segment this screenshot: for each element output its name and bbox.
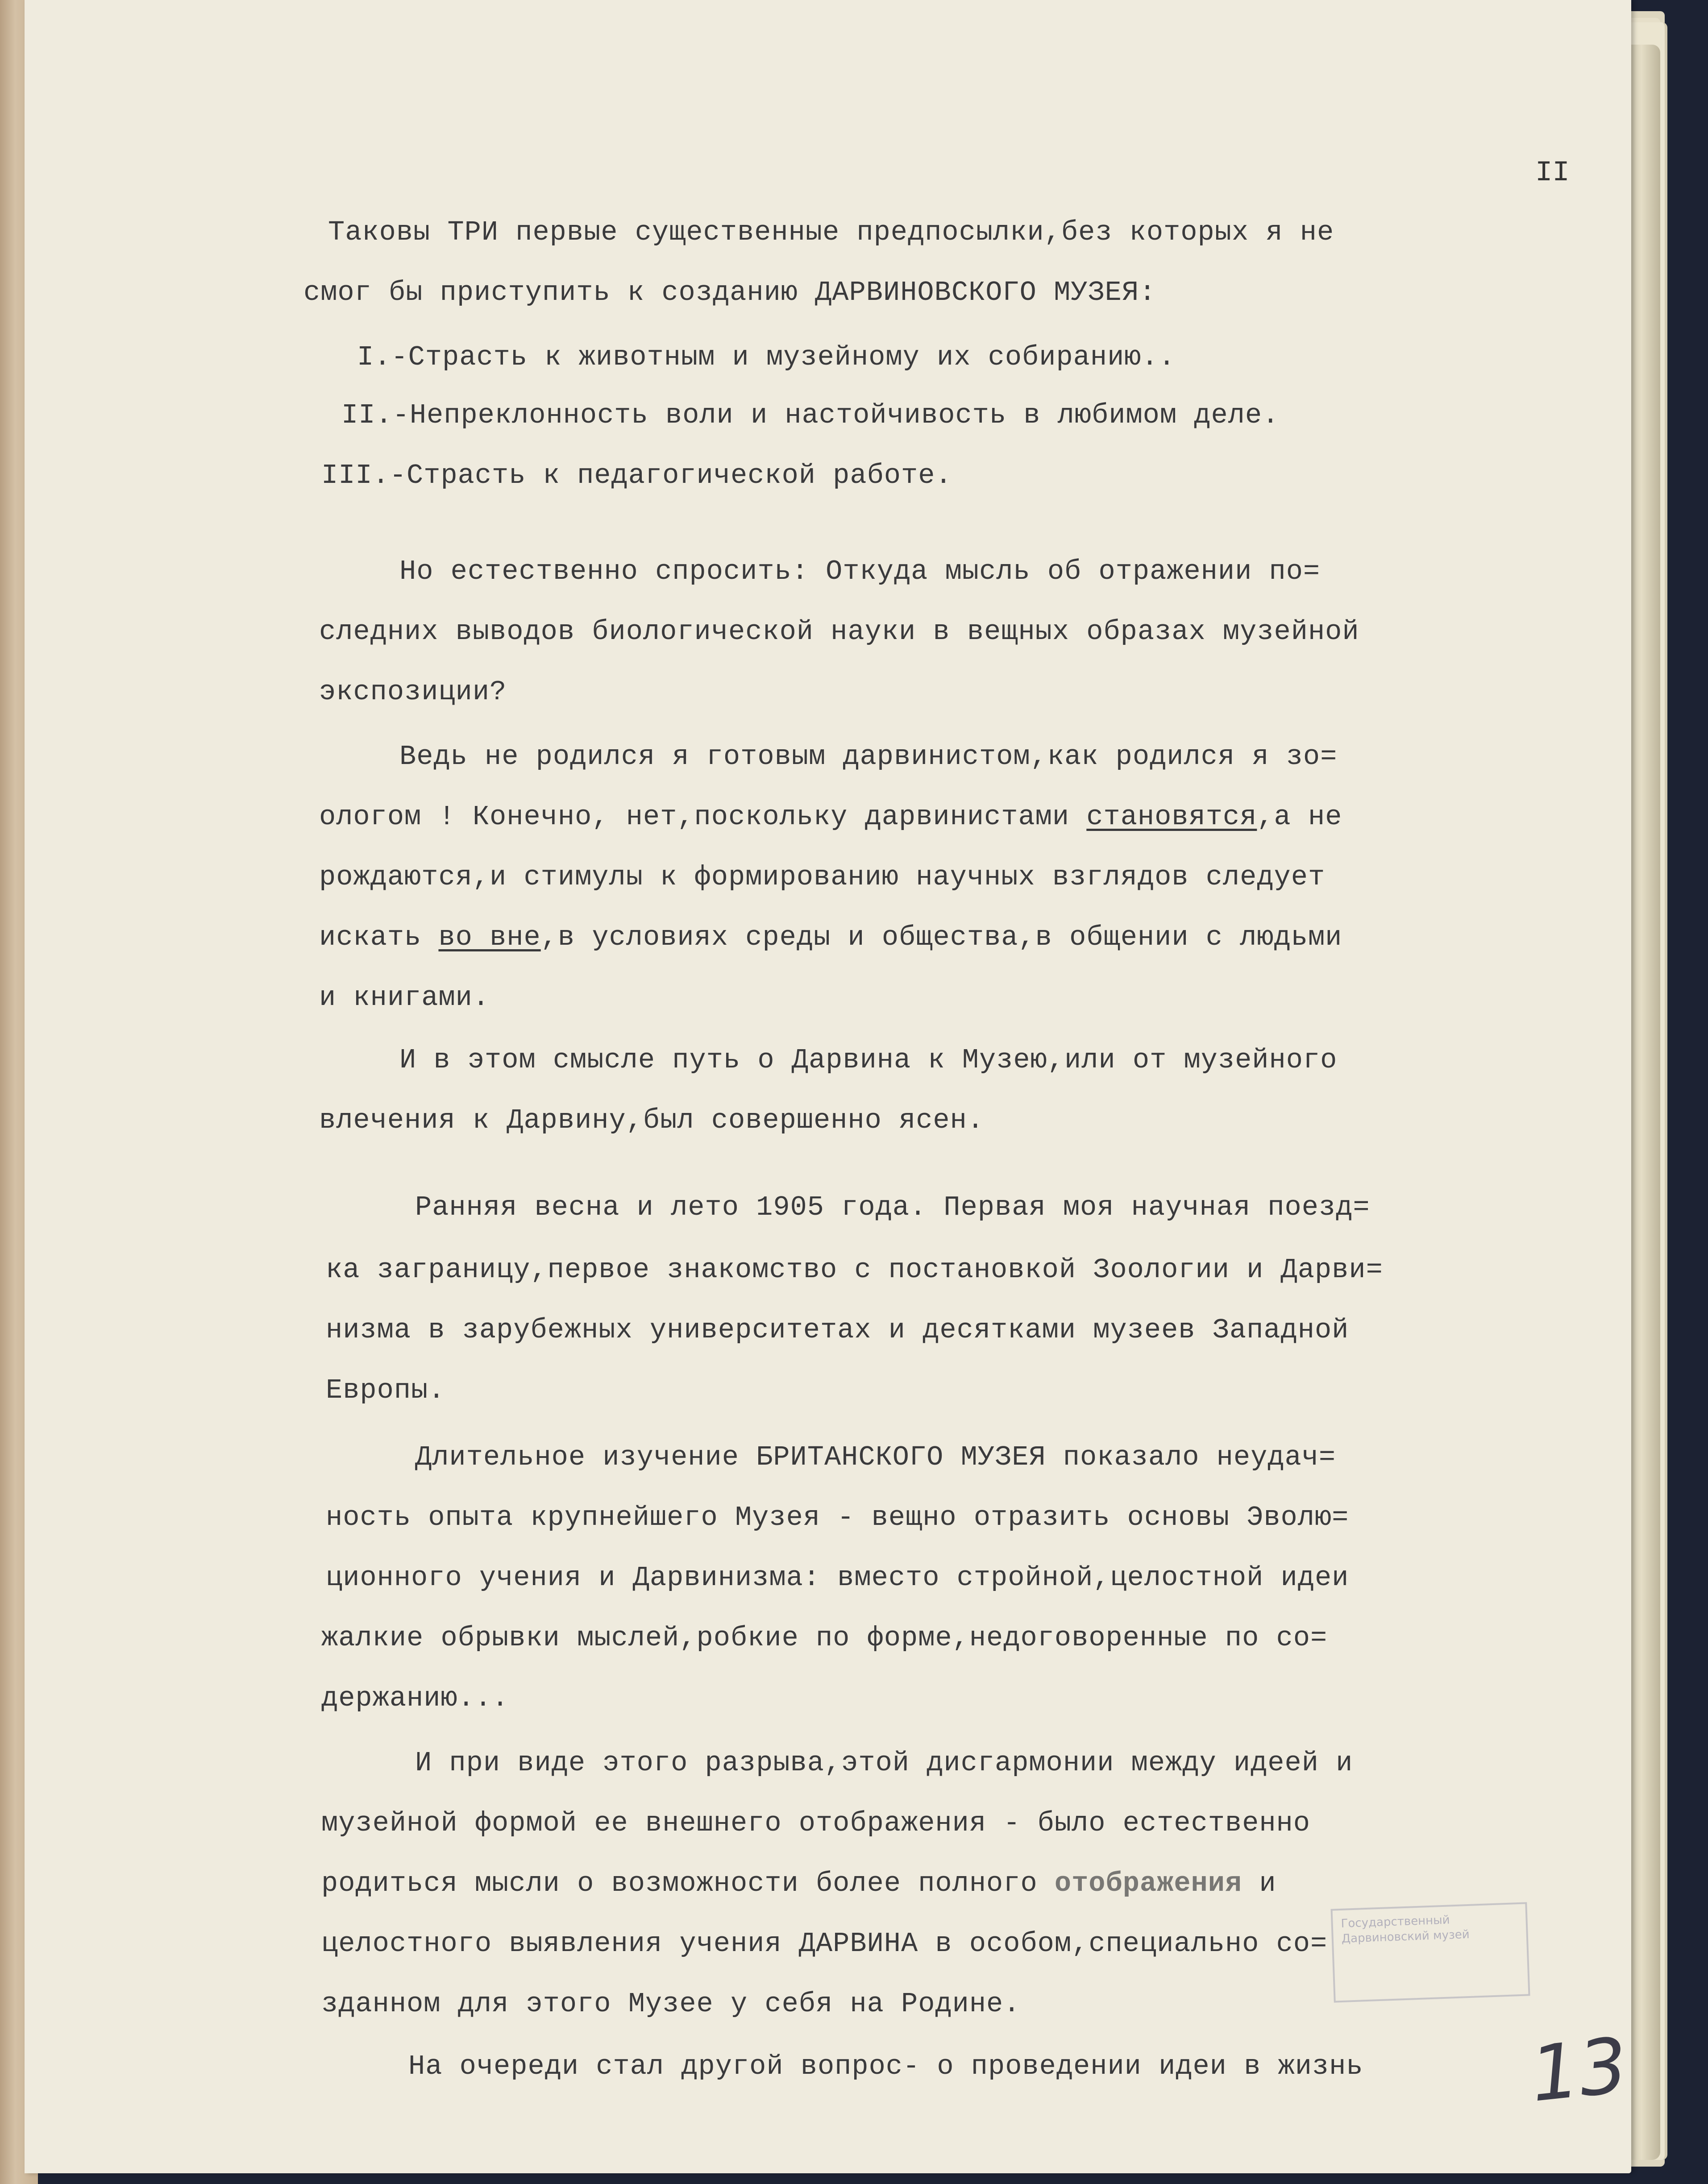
text-line: и книгами. [319,982,490,1013]
text-line: ка заграницу,первое знакомство с постановкой Зоологии и Дарви= [326,1254,1383,1286]
archive-stamp: Государственный Дарвиновский музей [1330,1902,1530,2002]
text-line: Но естественно спросить: Откуда мысль об отражении по= [399,556,1321,587]
list-item: II.-Непреклонность воли и настойчивость в любимом деле. [341,399,1280,431]
text-line: смог бы приступить к созданию ДАРВИНОВСКОГО МУЗЕЯ: [303,277,1156,308]
text-line: ность опыта крупнейшего Музея - вещно отразить основы Эволю= [326,1502,1349,1533]
text-line: На очереди стал другой вопрос- о проведении идеи в жизнь [408,2051,1363,2082]
text-line: зданном для этого Музее у себя на Родине. [321,1988,1021,2020]
text-line: следних выводов биологической науки в вещных образах музейной [319,616,1359,648]
text-line: Таковы ТРИ первые существенные предпосылки,без которых я не [328,216,1334,248]
page-number: II [1535,157,1570,189]
overtyped-word: отображения [1054,1868,1243,1899]
page-edges [1629,45,1660,2160]
typewritten-page [25,0,1631,2173]
text-line: ологом ! Конечно, нет,поскольку дарвинистами становятся,а не [319,801,1342,833]
text-line: экспозиции? [319,676,507,708]
text-line: жалкие обрывки мыслей,робкие по форме,недоговоренные по со= [321,1622,1328,1654]
text-line: Ведь не родился я готовым дарвинистом,как родился я зо= [399,741,1338,772]
text-line: целостного выявления учения ДАРВИНА в особом,специально со= [321,1928,1328,1960]
text-line: Европы. [326,1374,445,1406]
text-line: влечения к Дарвину,был совершенно ясен. [319,1104,985,1136]
text-line: ционного учения и Дарвинизма: вместо стройной,целостной идеи [326,1562,1349,1594]
underlined-word: становятся [1086,801,1257,833]
handwritten-folio-number: 13 [1526,2021,1632,2119]
text-line: рождаются,и стимулы к формированию научных взглядов следует [319,861,1326,893]
text-line: И при виде этого разрыва,этой дисгармонии между идеей и [415,1747,1353,1779]
text-line: Ранняя весна и лето 1905 года. Первая моя научная поезд= [415,1192,1370,1223]
underlined-word: во вне [438,922,541,953]
list-item: I.-Страсть к животным и музейному их собиранию.. [357,341,1176,373]
text-line: музейной формой ее внешнего отображения - было естественно [321,1807,1310,1839]
list-item: III.-Страсть к педагогической работе. [321,460,952,491]
text-line: искать во вне,в условиях среды и общества,в общении с людьми [319,922,1342,953]
text-line: держанию... [321,1682,509,1714]
text-line: Длительное изучение БРИТАНСКОГО МУЗЕЯ показало неудач= [415,1441,1336,1473]
text-line: И в этом смысле путь о Дарвина к Музею,или от музейного [399,1044,1338,1076]
text-line: низма в зарубежных университетах и десятками музеев Западной [326,1314,1349,1346]
text-line: родиться мысли о возможности более полного отображения и [321,1868,1276,1899]
